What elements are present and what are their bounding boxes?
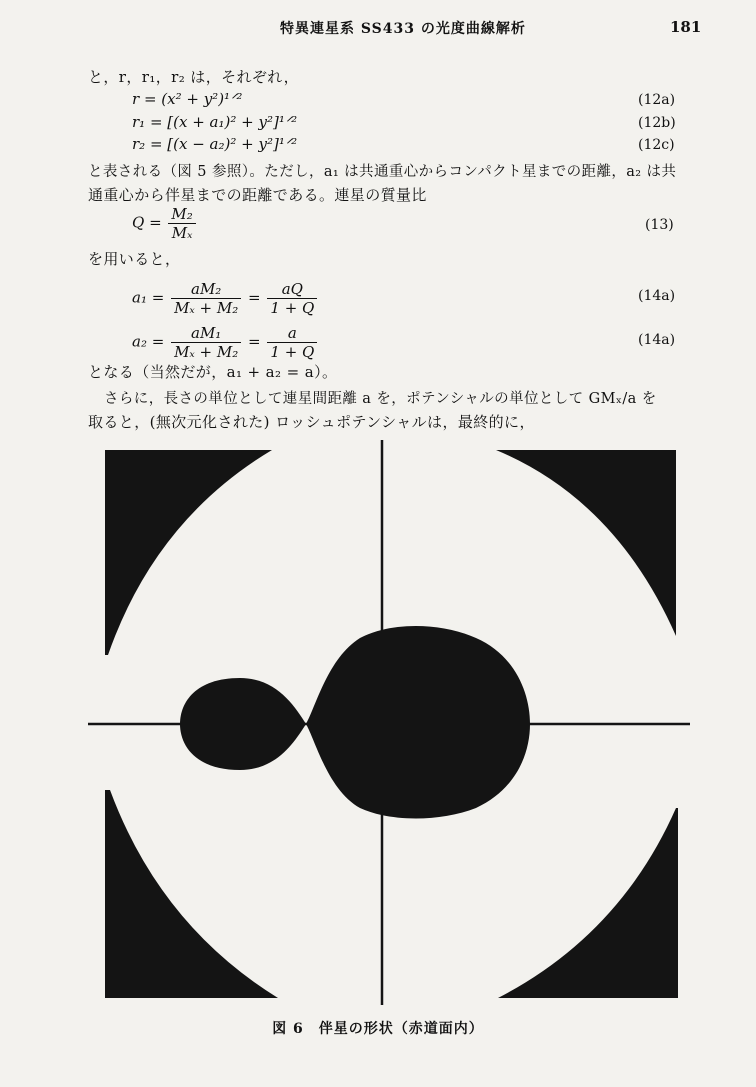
corner-region-bottom-right bbox=[498, 808, 678, 998]
page-number: 181 bbox=[670, 18, 702, 36]
equation-number-12c: (12c) bbox=[638, 137, 675, 153]
equation-13-denominator: Mₓ bbox=[171, 224, 193, 242]
corner-region-top-right bbox=[496, 450, 676, 636]
intro-line: と，r，r₁，r₂ は，それぞれ， bbox=[88, 68, 300, 86]
equation-14a-lhs: a₁ = bbox=[132, 288, 165, 307]
equation-number-12b: (12b) bbox=[638, 115, 676, 131]
equation-12c: r₂ = [(x − a₂)² + y²]¹ᐟ² bbox=[132, 135, 298, 153]
equation-number-14b: (14a) bbox=[638, 332, 676, 348]
paragraph-2-line-1: さらに，長さの単位として連星間距離 a を，ポテンシャルの単位として GMₓ/a を bbox=[104, 391, 657, 407]
figure-caption: 図 6 伴星の形状（赤道面内） bbox=[272, 1021, 484, 1037]
equation-12a: r = (x² + y²)¹ᐟ² bbox=[132, 90, 243, 108]
equation-14a-denominator-2: 1 + Q bbox=[270, 299, 315, 317]
equation-14a-equals: = bbox=[248, 288, 261, 307]
paragraph-2-line-2: 取ると，(無次元化された) ロッシュポテンシャルは，最終的に， bbox=[88, 413, 535, 431]
equation-number-13: (13) bbox=[645, 217, 674, 233]
equation-14b-lhs: a₂ = bbox=[132, 332, 165, 351]
equation-14a-denominator-1: Mₓ + M₂ bbox=[174, 299, 239, 317]
paragraph-1-line-1: と表される（図 5 参照）。ただし，a₁ は共通重心からコンパクト星までの距離，a₂ は共 bbox=[88, 164, 677, 180]
equation-14b-numerator-2: a bbox=[267, 324, 317, 343]
running-title: 特異連星系 SS433 の光度曲線解析 bbox=[280, 21, 526, 37]
equation-14b-denominator-2: 1 + Q bbox=[270, 343, 315, 361]
paragraph-1-line-2: 通重心から伴星までの距離である。連星の質量比 bbox=[88, 186, 427, 204]
equation-14b-numerator-1: aM₁ bbox=[171, 324, 241, 343]
result-line: となる（当然だが，a₁ + a₂ = a）。 bbox=[88, 363, 338, 381]
equation-13-lhs: Q = bbox=[132, 213, 162, 232]
use-line: を用いると， bbox=[88, 250, 181, 268]
equation-14a-numerator-2: aQ bbox=[267, 280, 317, 299]
equation-number-12a: (12a) bbox=[638, 92, 676, 108]
equation-14b-equals: = bbox=[248, 332, 261, 351]
equation-12b: r₁ = [(x + a₁)² + y²]¹ᐟ² bbox=[132, 113, 298, 131]
equation-number-14a: (14a) bbox=[638, 288, 676, 304]
corner-region-bottom-left bbox=[105, 790, 278, 998]
equation-13-numerator: M₂ bbox=[168, 205, 195, 224]
equation-14a-numerator-1: aM₂ bbox=[171, 280, 241, 299]
corner-region-top-left bbox=[105, 450, 272, 655]
compact-star-lobe bbox=[306, 626, 530, 819]
equation-14b-denominator-1: Mₓ + M₂ bbox=[174, 343, 239, 361]
